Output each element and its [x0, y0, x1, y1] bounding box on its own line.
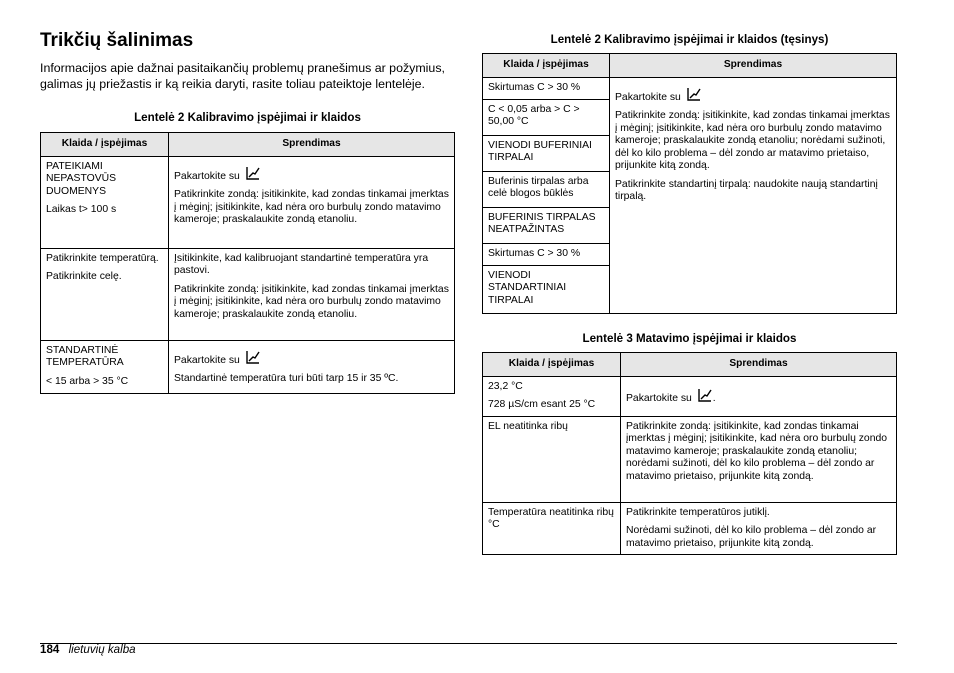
table2-header-solution: Sprendimas — [610, 54, 897, 78]
error-text: 728 µS/cm esant 25 °C — [488, 399, 596, 410]
error-cell — [41, 248, 169, 340]
error-text: < 15 arba > 35 °C — [46, 375, 129, 387]
error-cell: Skirtumas C > 30 % — [483, 243, 610, 265]
solution-text: Patikrinkite zondą: įsitikinkite, kad zondas tinkamai įmerktas į mėginį; įsitikinkite, kad nėra oro burbulų zondo matavimo kameroje; praskalaukite zondą etanoliu; norėdami sužinoti, dėl ko kilo problema – dėl zondo ar matavimo prietaiso, prijunkite kitą zondą. — [615, 110, 890, 171]
table-row — [483, 502, 897, 555]
intro-paragraph: Informacijos apie dažnai pasitaikančių problemų pranešimus ar požymius, galimas jų priežastis ir ką reikia daryti, rasite toliau pateiktoje lentelėje. — [40, 61, 445, 91]
measure-icon — [245, 165, 261, 181]
error-cell — [41, 156, 169, 248]
error-text: Laikas t> 100 s — [46, 204, 117, 215]
table2-header-error: Klaida / įspėjimas — [483, 54, 610, 78]
solution-text: Įsitikinkite, kad kalibruojant standartinė temperatūra yra pastovi. — [174, 252, 429, 276]
error-cell: Buferinis tirpalas arba celė blogos būklės — [483, 171, 610, 207]
error-text: Patikrinkite celę. — [46, 271, 122, 282]
table3-header-solution: Sprendimas — [621, 353, 897, 377]
solution-cell — [621, 416, 897, 502]
footer-language: lietuvių kalba — [68, 643, 136, 656]
error-cell — [41, 340, 169, 393]
table1 — [40, 132, 455, 394]
table2-header-row — [483, 54, 897, 78]
table1-header-row — [41, 133, 455, 157]
error-text: PATEIKIAMI NEPASTOVŪS DUOMENYS — [46, 160, 117, 197]
solution-cell — [169, 248, 455, 340]
solution-text: Standartinė temperatūra turi būti tarp 15 ir 35 ºC. — [174, 373, 399, 384]
page-footer — [40, 643, 136, 657]
table1-header-solution: Sprendimas — [169, 133, 455, 157]
table3-caption: Lentelė 3 Matavimo įspėjimai ir klaidos — [582, 332, 797, 345]
page-number: 184 — [40, 643, 60, 656]
table2 — [482, 53, 897, 314]
table1-caption: Lentelė 2 Kalibravimo įspėjimai ir klaidos — [134, 111, 361, 124]
table3-header-row — [483, 353, 897, 377]
solution-text: Patikrinkite temperatūros jutiklį. — [626, 506, 770, 518]
error-cell — [483, 376, 621, 416]
measure-icon — [697, 387, 713, 403]
solution-text: . — [712, 392, 716, 404]
error-cell: VIENODI STANDARTINIAI TIRPALAI — [483, 265, 610, 313]
solution-text: Patikrinkite standartinį tirpalą: naudokite naują standartinį tirpalą. — [615, 178, 878, 202]
error-cell: VIENODI BUFERINIAI TIRPALAI — [483, 135, 610, 171]
error-text: STANDARTINĖ TEMPERATŪRA — [46, 344, 124, 368]
measure-icon — [245, 349, 261, 365]
table-row — [41, 156, 455, 248]
solution-text: Patikrinkite zondą: įsitikinkite, kad zondas tinkamai įmerktas į mėginį; įsitikinkite, kad nėra oro burbulų zondo matavimo kameroje; praskalaukite zondą etanoliu. — [174, 283, 449, 320]
table1-header-error: Klaida / įspėjimas — [41, 133, 169, 157]
error-cell: C < 0,05 arba > C > 50,00 °C — [483, 99, 610, 135]
solution-text: Pakartokite su — [615, 91, 681, 103]
table3 — [482, 352, 897, 555]
error-text: EL neatitinka ribų — [488, 420, 568, 432]
footer-divider — [40, 643, 897, 644]
table-row — [483, 376, 897, 416]
solution-text: Pakartokite su — [626, 392, 692, 404]
solution-cell — [621, 376, 897, 416]
error-text: 23,2 °C — [488, 380, 523, 392]
table2-caption: Lentelė 2 Kalibravimo įspėjimai ir klaidos (tęsinys) — [550, 33, 829, 46]
error-text: Patikrinkite temperatūrą. — [46, 252, 159, 264]
page-title: Trikčių šalinimas — [40, 30, 194, 51]
table-row — [483, 416, 897, 502]
table-row — [41, 248, 455, 340]
solution-text: Patikrinkite zondą: įsitikinkite, kad zondas tinkamai įmerktas į mėginį; įsitikinkite, kad nėra oro burbulų zondo matavimo kameroje; praskalaukite zondą etanoliu. — [174, 189, 449, 225]
error-cell — [483, 416, 621, 502]
table3-header-error: Klaida / įspėjimas — [483, 353, 621, 377]
solution-cell — [621, 502, 897, 555]
error-cell — [483, 502, 621, 555]
error-cell: BUFERINIS TIRPALAS NEATPAŽINTAS — [483, 207, 610, 243]
solution-text: Pakartokite su — [174, 354, 240, 366]
solution-text: Pakartokite su — [174, 170, 240, 182]
solution-text: Patikrinkite zondą: įsitikinkite, kad zondas tinkamai įmerktas į mėginį; įsitikinkite, kad nėra oro burbulų zondo matavimo kameroje; praskalaukite zondą etanoliu; norėdami sužinoti, dėl ko kilo problema – dėl zondo ar matavimo prietaiso, prijunkite kitą zondą. — [626, 420, 888, 482]
table-row — [483, 77, 897, 99]
solution-cell — [610, 77, 897, 313]
table-row — [41, 340, 455, 393]
solution-cell — [169, 340, 455, 393]
error-text: Temperatūra neatitinka ribų °C — [488, 506, 614, 530]
solution-text: Norėdami sužinoti, dėl ko kilo problema – dėl zondo ar matavimo prietaiso, prijunkite kitą zondą. — [626, 525, 877, 549]
measure-icon — [686, 86, 702, 102]
error-cell: Skirtumas C > 30 % — [483, 77, 610, 99]
solution-cell — [169, 156, 455, 248]
